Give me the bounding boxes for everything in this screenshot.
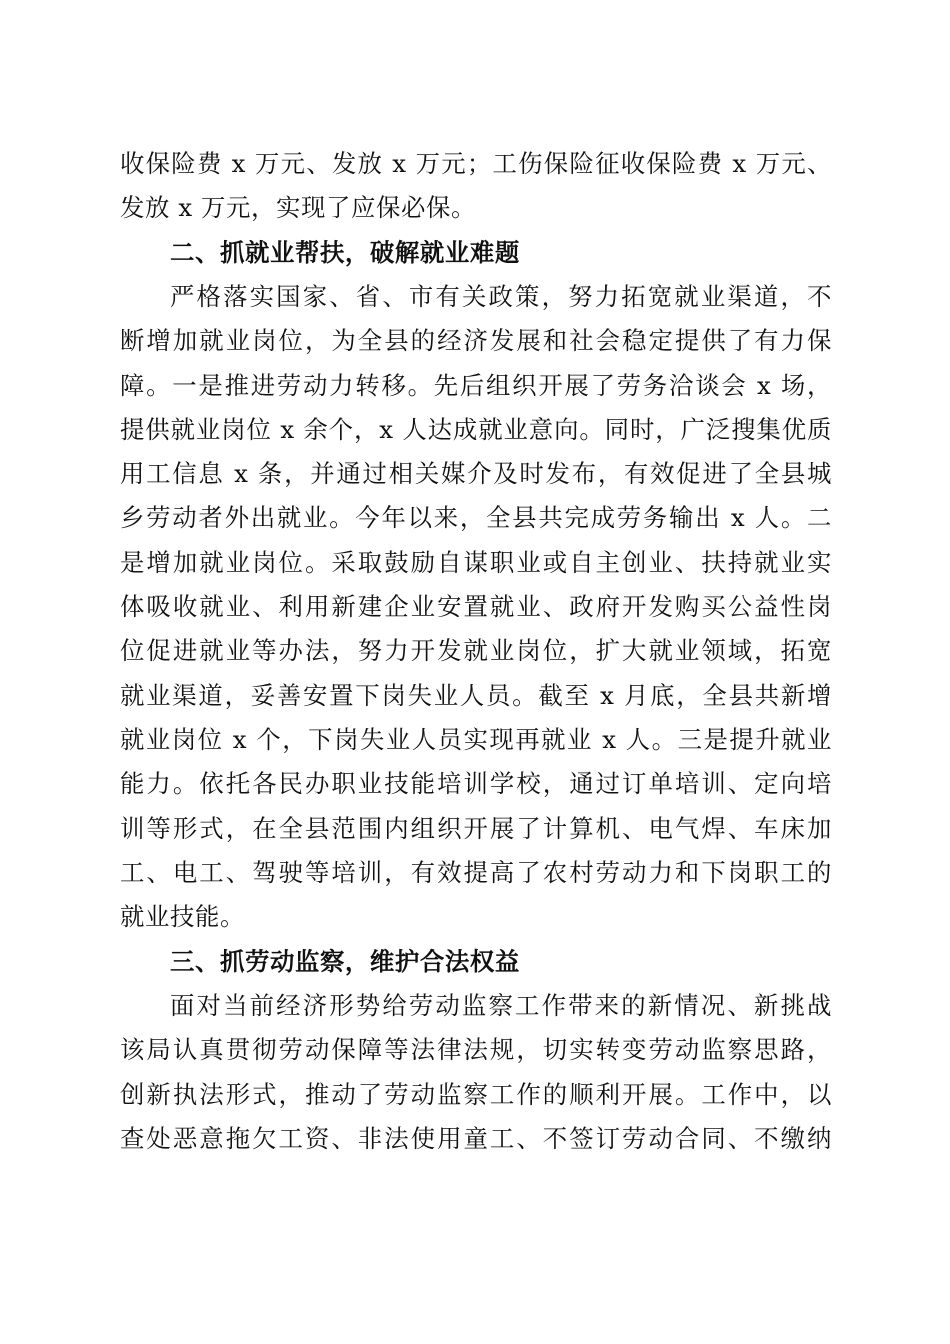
text-line-4: 断增加就业岗位，为全县的经济发展和社会稳定提供了有力保 [120,326,832,355]
section-heading-3: 三、抓劳动监察，维护合法权益 [170,947,520,976]
text-line-21: 查处恶意拖欠工资、非法使用童工、不签订劳动合同、不缴纳 [120,1124,832,1153]
text-line-18: 面对当前经济形势给劳动监察工作带来的新情况、新挑战 [170,991,832,1020]
text-line-9: 是增加就业岗位。采取鼓励自谋职业或自主创业、扶持就业实 [120,548,832,577]
text-line-7: 用工信息 x 条，并通过相关媒介及时发布，有效促进了全县城 [120,459,832,488]
text-line-5: 障。一是推进劳动力转移。先后组织开展了劳务洽谈会 x 场， [120,371,832,400]
section-heading-2: 二、抓就业帮扶，破解就业难题 [170,238,520,267]
text-line-14: 能力。依托各民办职业技能培训学校，通过订单培训、定向培 [120,769,832,798]
text-line-16: 工、电工、驾驶等培训，有效提高了农村劳动力和下岗职工的 [120,858,832,887]
text-line-2: 发放 x 万元，实现了应保必保。 [120,193,476,222]
text-line-8: 乡劳动者外出就业。今年以来，全县共完成劳务输出 x 人。二 [120,503,832,532]
text-line-20: 创新执法形式，推动了劳动监察工作的顺利开展。工作中，以 [120,1080,832,1109]
text-line-19: 该局认真贯彻劳动保障等法律法规，切实转变劳动监察思路， [120,1035,832,1064]
text-line-15: 训等形式，在全县范围内组织开展了计算机、电气焊、车床加 [120,814,832,843]
text-line-10: 体吸收就业、利用新建企业安置就业、政府开发购买公益性岗 [120,592,832,621]
text-line-17: 就业技能。 [120,902,245,931]
text-line-13: 就业岗位 x 个，下岗失业人员实现再就业 x 人。三是提升就业 [120,725,832,754]
text-line-3: 严格落实国家、省、市有关政策，努力拓宽就业渠道，不 [170,282,832,311]
text-line-6: 提供就业岗位 x 余个，x 人达成就业意向。同时，广泛搜集优质 [120,415,832,444]
text-line-11: 位促进就业等办法，努力开发就业岗位，扩大就业领域，拓宽 [120,636,832,665]
text-line-1: 收保险费 x 万元、发放 x 万元；工伤保险征收保险费 x 万元、 [120,149,832,178]
text-line-12: 就业渠道，妥善安置下岗失业人员。截至 x 月底，全县共新增 [120,681,832,710]
